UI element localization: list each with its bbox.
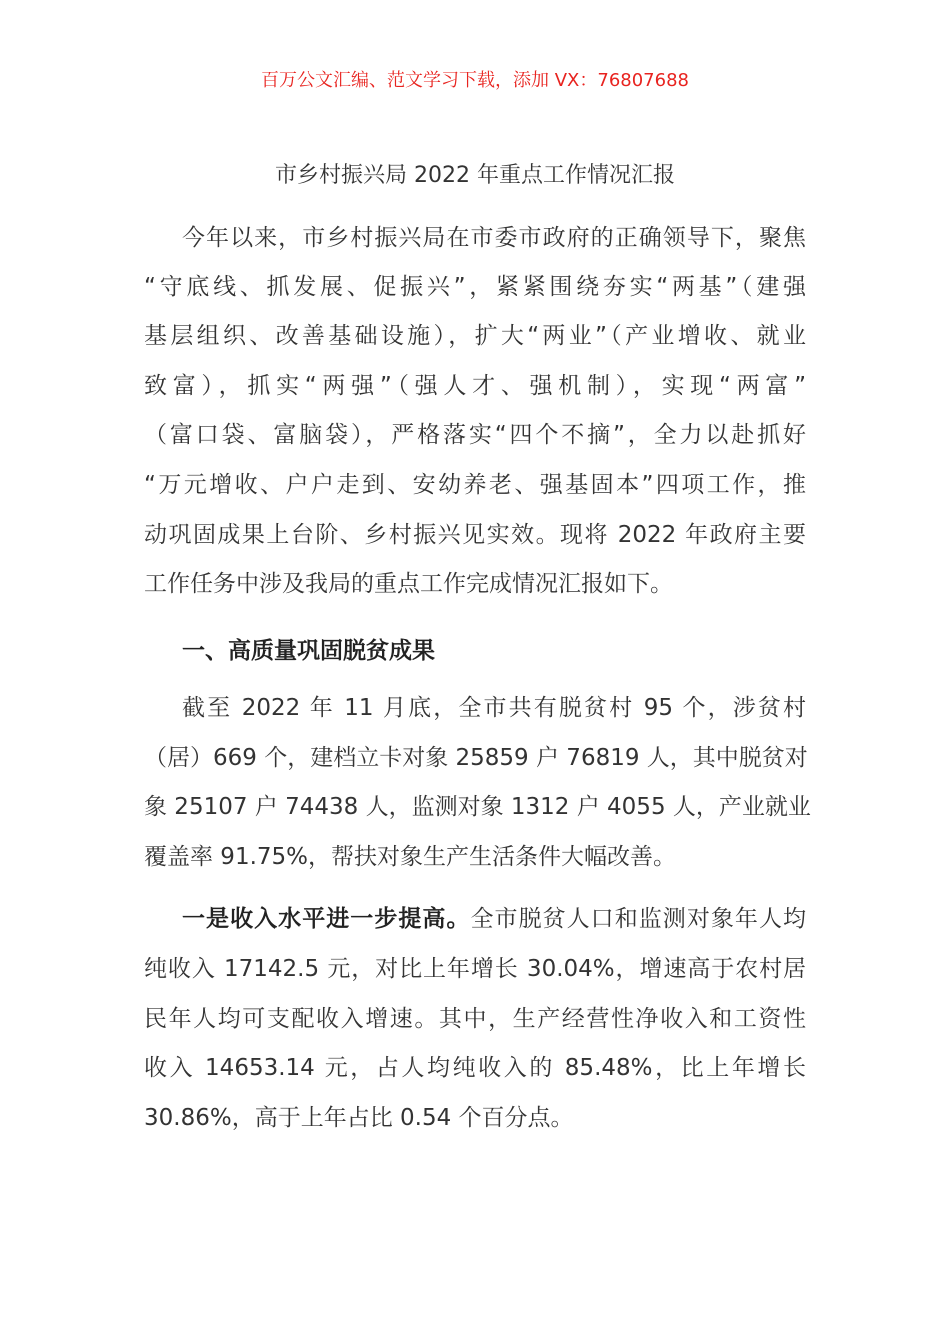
header-watermark-note: 百万公文汇编、范文学习下载，添加 VX：76807688 xyxy=(261,70,689,91)
subsection-line: 30.86%，高于上年占比 0.54 个百分点。 xyxy=(144,1105,574,1131)
subsection-line: 纯收入 17142.5 元，对比上年增长 30.04%，增速高于农村居 xyxy=(144,956,806,982)
section-heading: 一、高质量巩固脱贫成果 xyxy=(182,638,435,664)
intro-line: 工作任务中涉及我局的重点工作完成情况汇报如下。 xyxy=(144,571,673,597)
intro-line: “万元增收、户户走到、安幼养老、强基固本”四项工作，推 xyxy=(144,472,806,498)
section1-line: 截至 2022 年 11 月底，全市共有脱贫村 95 个，涉贫村 xyxy=(182,695,806,721)
document-title: 市乡村振兴局 2022 年重点工作情况汇报 xyxy=(275,163,675,188)
subsection-lead: 一是收入水平进一步提高。 xyxy=(182,906,471,932)
section1-line: 象 25107 户 74438 人，监测对象 1312 户 4055 人，产业就业 xyxy=(144,794,811,820)
section1-line: 覆盖率 91.75%，帮扶对象生产生活条件大幅改善。 xyxy=(144,844,677,870)
intro-line: 今年以来，市乡村振兴局在市委市政府的正确领导下，聚焦 xyxy=(182,225,806,251)
intro-line: （富口袋、富脑袋），严格落实“四个不摘”，全力以赴抓好 xyxy=(144,422,806,448)
subsection-line: 民年人均可支配收入增速。其中，生产经营性净收入和工资性 xyxy=(144,1006,806,1032)
intro-line: 基层组织、改善基础设施），扩大“两业”（产业增收、就业 xyxy=(144,323,806,349)
subsection-first-line xyxy=(182,904,806,934)
intro-line: “守底线、抓发展、促振兴”，紧紧围绕夯实“两基”（建强 xyxy=(144,274,806,300)
intro-line: 动巩固成果上台阶、乡村振兴见实效。现将 2022 年政府主要 xyxy=(144,522,806,548)
intro-line: 致富），抓实“两强”（强人才、强机制），实现“两富” xyxy=(144,373,806,399)
subsection-lead-rest: 全市脱贫人口和监测对象年人均 xyxy=(470,906,807,932)
section1-line: （居）669 个，建档立卡对象 25859 户 76819 人，其中脱贫对 xyxy=(144,745,808,771)
subsection-line: 收入 14653.14 元，占人均纯收入的 85.48%，比上年增长 xyxy=(144,1055,806,1081)
